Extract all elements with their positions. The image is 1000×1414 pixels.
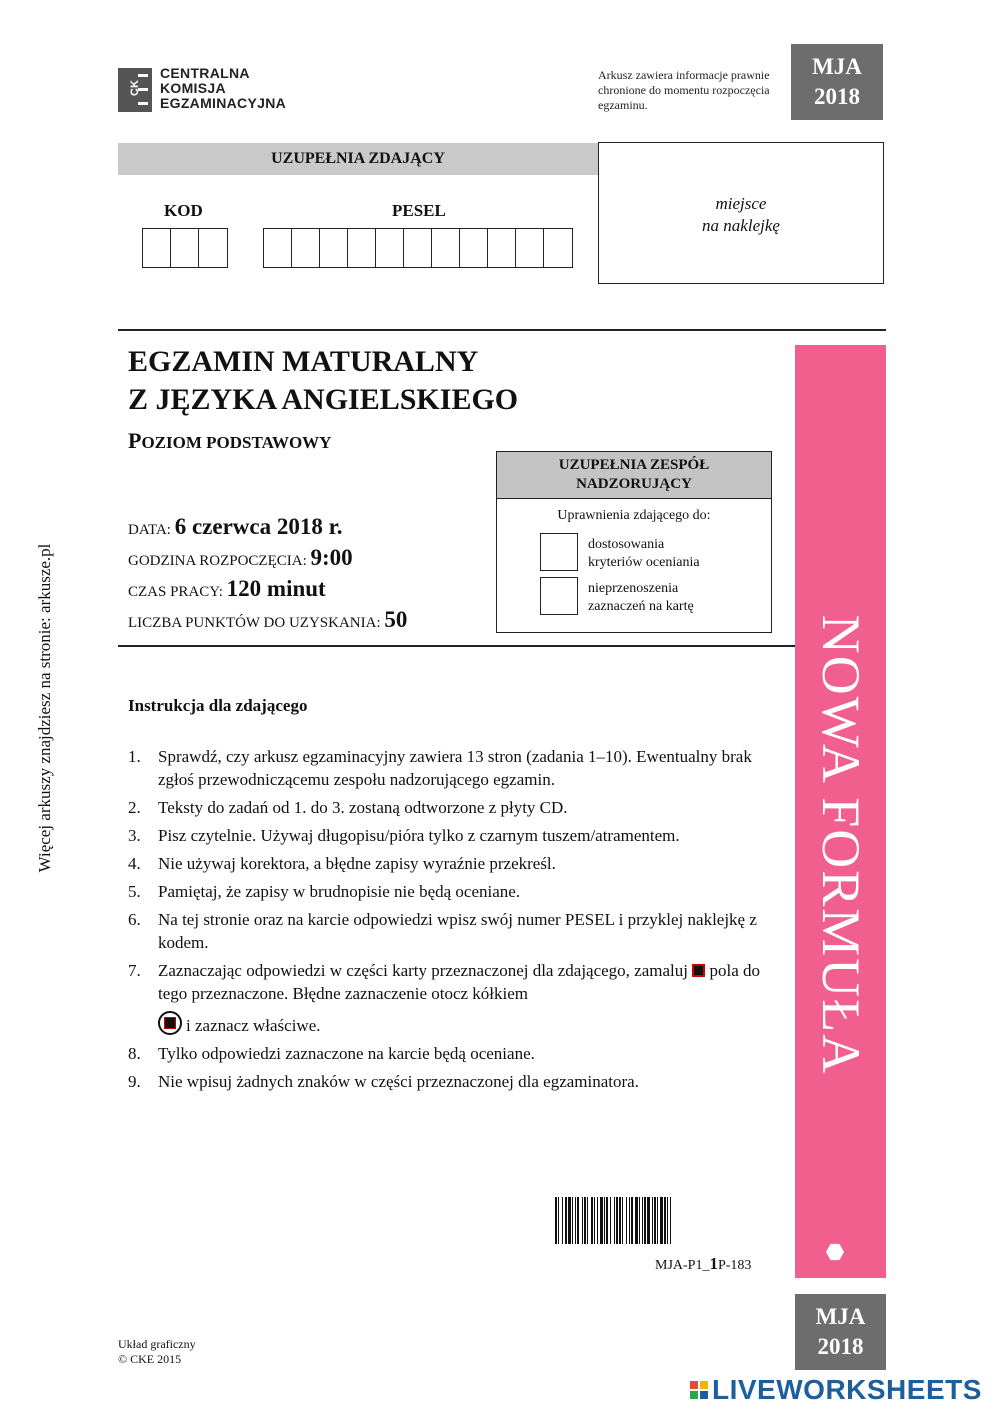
barcode-bar — [577, 1197, 579, 1244]
item-number: 2. — [128, 798, 141, 817]
logo-line: EGZAMINACYJNA — [160, 95, 287, 111]
barcode-bar — [597, 1197, 598, 1244]
pesel-cell[interactable] — [544, 229, 572, 267]
exam-code: MJA — [815, 1304, 866, 1329]
meta-value: 120 minut — [226, 576, 326, 601]
layout-note-line: Układ graficzny — [118, 1337, 196, 1351]
logo-mark-text: CK — [129, 80, 141, 96]
barcode-code — [655, 1254, 751, 1274]
barcode-bar — [652, 1197, 653, 1244]
list-item — [128, 824, 778, 847]
pesel-cell[interactable] — [320, 229, 348, 267]
barcode-bar — [616, 1197, 618, 1244]
pesel-label: PESEL — [392, 201, 446, 220]
liveworksheets-watermark — [690, 1374, 982, 1406]
barcode-bar — [584, 1197, 586, 1244]
divider — [118, 645, 795, 647]
list-item — [128, 745, 778, 791]
barcode-bar — [582, 1197, 583, 1244]
item-number: 1. — [128, 747, 141, 766]
barcode-bar — [575, 1197, 576, 1244]
barcode-bar — [654, 1197, 656, 1244]
barcode-code-part: MJA-P1_ — [655, 1258, 710, 1273]
hexagon-icon — [826, 1243, 844, 1261]
item-text-part: pola do tego przeznaczone. Błędne zaznaczenie otocz kółkiem — [158, 961, 761, 1003]
barcode-bar — [647, 1197, 650, 1244]
supervisor-head — [497, 452, 771, 499]
title-line: Z JĘZYKA ANGIELSKIEGO — [128, 383, 519, 416]
exam-code-badge-top — [791, 44, 883, 120]
item-number: 8. — [128, 1044, 141, 1063]
pesel-input-cells[interactable] — [263, 228, 573, 268]
barcode-bar — [606, 1197, 608, 1244]
list-item — [128, 908, 778, 954]
exam-start — [128, 545, 353, 571]
barcode-bar — [626, 1197, 627, 1244]
barcode-bar — [558, 1197, 559, 1244]
sticker-text: na naklejkę — [702, 216, 780, 235]
item-number: 4. — [128, 854, 141, 873]
pesel-cell[interactable] — [516, 229, 544, 267]
barcode-bar — [642, 1197, 643, 1244]
no-transfer-checkbox[interactable] — [540, 577, 578, 615]
barcode-bar — [622, 1197, 623, 1244]
list-item — [128, 1042, 778, 1065]
kod-label: KOD — [164, 201, 203, 220]
list-item — [128, 880, 778, 903]
barcode-bar — [657, 1197, 658, 1244]
exam-code: MJA — [812, 54, 862, 79]
pesel-cell[interactable] — [460, 229, 488, 267]
item-text: Tylko odpowiedzi zaznaczone na karcie będą oceniane. — [158, 1044, 535, 1063]
exam-code-badge-bottom — [795, 1294, 886, 1370]
meta-label: GODZINA ROZPOCZĘCIA: — [128, 553, 311, 569]
barcode-bar — [604, 1197, 605, 1244]
barcode — [555, 1197, 772, 1244]
banner-text: NOWA FORMUŁA — [810, 614, 871, 1076]
item-text: Nie używaj korektora, a błędne zapisy wyraźnie przekreśl. — [158, 854, 556, 873]
barcode-bar — [639, 1197, 640, 1244]
logo-line: CENTRALNA — [160, 65, 250, 81]
barcode-bar — [644, 1197, 646, 1244]
item-number: 5. — [128, 882, 141, 901]
instructions-list — [128, 745, 778, 1098]
barcode-code-part: P-183 — [717, 1258, 752, 1273]
nowa-formula-banner — [795, 345, 886, 1278]
exam-title — [128, 343, 518, 419]
kod-cell[interactable] — [171, 229, 199, 267]
kod-input-cells[interactable] — [142, 228, 228, 268]
option-line: nieprzenoszenia — [588, 581, 679, 596]
item-text: Na tej stronie oraz na karcie odpowiedzi wpisz swój numer PESEL i przyklej naklejkę z kodem. — [158, 910, 757, 952]
item-text: Nie wpisuj żadnych znaków w części przeznaczonej dla egzaminatora. — [158, 1072, 639, 1091]
barcode-bar — [619, 1197, 621, 1244]
candidate-band: UZUPEŁNIA ZDAJĄCY — [118, 143, 598, 175]
permissions-label: Uprawnienia zdającego do: — [557, 508, 711, 523]
option-line: zaznaczeń na kartę — [588, 599, 694, 614]
divider — [118, 329, 886, 331]
supervisor-box — [496, 451, 772, 633]
item-text: Pamiętaj, że zapisy w brudnopisie nie będą oceniane. — [158, 882, 521, 901]
barcode-bar — [591, 1197, 593, 1244]
exam-points — [128, 607, 407, 633]
barcode-bar — [610, 1197, 611, 1244]
barcode-bar — [572, 1197, 573, 1244]
adaptation-label — [588, 536, 700, 572]
pesel-cell[interactable] — [292, 229, 320, 267]
barcode-bar — [629, 1197, 630, 1244]
sticker-placeholder — [598, 142, 884, 284]
barcode-bar — [660, 1197, 663, 1244]
filled-square-icon — [692, 964, 705, 977]
item-number: 7. — [128, 961, 141, 980]
meta-value: 9:00 — [310, 545, 353, 570]
meta-label: DATA: — [128, 522, 175, 538]
item-text: Teksty do zadań od 1. do 3. zostaną odtworzone z płyty CD. — [158, 798, 568, 817]
adaptation-checkbox[interactable] — [540, 533, 578, 571]
item-text: Sprawdź, czy arkusz egzaminacyjny zawiera 13 stron (zadania 1–10). Ewentualny brak zgłoś przewodniczącemu zespołu nadzorującego egzamin. — [158, 747, 752, 789]
item-number: 6. — [128, 910, 141, 929]
meta-value: 50 — [384, 607, 408, 632]
supervisor-head-line: NADZORUJĄCY — [576, 476, 692, 492]
exam-duration — [128, 576, 326, 602]
protection-note: Arkusz zawiera informacje prawnie chronione do momentu rozpoczęcia egzaminu. — [598, 68, 770, 112]
supervisor-head-line: UZUPEŁNIA ZESPÓŁ — [558, 457, 710, 473]
list-item — [128, 852, 778, 875]
watermark-text: LIVEWORKSHEETS — [712, 1374, 982, 1405]
item-text-part: i zaznacz właściwe. — [186, 1016, 321, 1035]
exam-level — [128, 428, 331, 454]
side-note: Więcej arkuszy znajdziesz na stronie: arkusze.pl — [35, 543, 54, 873]
no-transfer-label — [588, 580, 694, 616]
barcode-code-part: 1 — [709, 1254, 718, 1273]
item-text — [158, 959, 778, 1037]
meta-label: LICZBA PUNKTÓW DO UZYSKANIA: — [128, 615, 385, 631]
barcode-bar — [631, 1197, 633, 1244]
item-number: 9. — [128, 1072, 141, 1091]
barcode-bar — [587, 1197, 588, 1244]
logo-line: KOMISJA — [160, 80, 226, 96]
instructions-title: Instrukcja dla zdającego — [128, 696, 308, 715]
meta-value: 6 czerwca 2018 r. — [174, 514, 343, 539]
pesel-cell[interactable] — [488, 229, 516, 267]
exam-year: 2018 — [817, 1334, 864, 1359]
barcode-bar — [568, 1197, 571, 1244]
barcode-bar — [594, 1197, 595, 1244]
exam-date — [128, 514, 342, 540]
kod-cell[interactable] — [199, 229, 227, 267]
liveworksheets-logo-icon — [690, 1381, 708, 1399]
barcode-bar — [555, 1197, 557, 1244]
layout-note — [118, 1337, 196, 1367]
layout-note-line: © CKE 2015 — [118, 1352, 182, 1366]
barcode-bar — [562, 1197, 563, 1244]
title-line: EGZAMIN MATURALNY — [128, 345, 479, 378]
item-number: 3. — [128, 826, 141, 845]
barcode-bar — [614, 1197, 615, 1244]
barcode-bar — [565, 1197, 567, 1244]
list-item — [128, 796, 778, 819]
sticker-text: miejsce — [715, 194, 767, 213]
option-line: kryteriów oceniania — [588, 555, 700, 570]
option-line: dostosowania — [588, 537, 665, 552]
level-text: OZIOM PODSTAWOWY — [141, 433, 332, 452]
item-text: Pisz czytelnie. Używaj długopisu/pióra tylko z czarnym tuszem/atramentem. — [158, 826, 680, 845]
meta-label: CZAS PRACY: — [128, 584, 227, 600]
barcode-bar — [670, 1197, 671, 1244]
cke-logo-text — [160, 66, 286, 111]
cke-logo-mark — [118, 68, 152, 112]
barcode-bar — [667, 1197, 668, 1244]
list-item — [128, 1070, 778, 1093]
list-item — [128, 959, 778, 1037]
pesel-cell[interactable] — [432, 229, 460, 267]
exam-year: 2018 — [814, 84, 860, 109]
kod-cell[interactable] — [143, 229, 171, 267]
pesel-cell[interactable] — [264, 229, 292, 267]
pesel-cell[interactable] — [348, 229, 376, 267]
item-text-part: Zaznaczając odpowiedzi w części karty przeznaczonej dla zdającego, zamaluj — [158, 961, 693, 980]
barcode-bar — [600, 1197, 603, 1244]
pesel-cell[interactable] — [404, 229, 432, 267]
pesel-cell[interactable] — [376, 229, 404, 267]
level-initial: P — [128, 428, 142, 453]
barcode-bar — [635, 1197, 638, 1244]
circled-square-icon — [158, 1011, 182, 1035]
barcode-bar — [664, 1197, 666, 1244]
